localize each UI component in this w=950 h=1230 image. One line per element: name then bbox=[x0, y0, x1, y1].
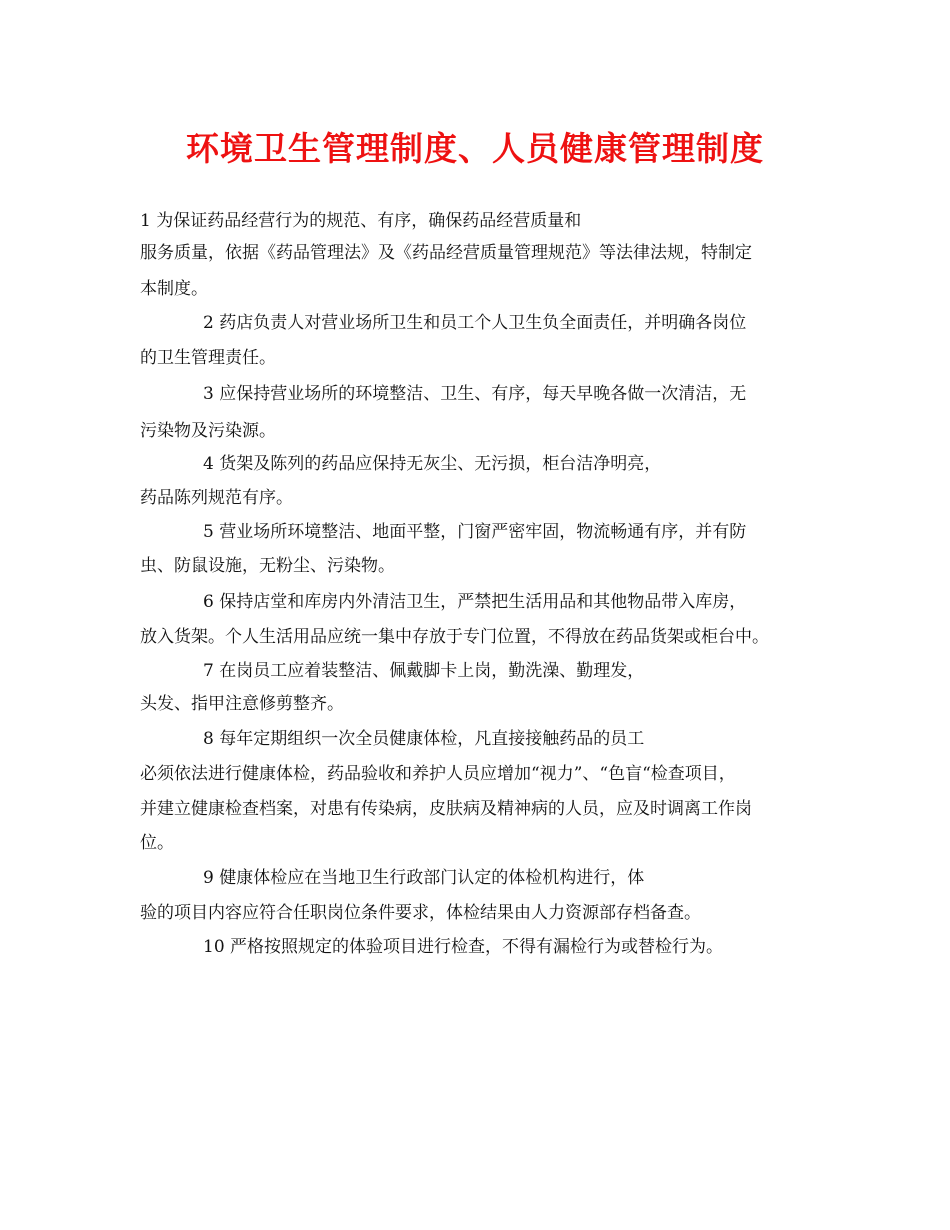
document-title: 环境卫生管理制度、人员健康管理制度 bbox=[186, 129, 764, 168]
body-line: 药品陈列规范有序。 bbox=[140, 488, 293, 508]
body-line: 并建立健康检查档案，对患有传染病，皮肤病及精神病的人员，应及时调离工作岗 bbox=[140, 799, 752, 819]
body-line: 位。 bbox=[140, 833, 174, 853]
body-line: 本制度。 bbox=[140, 279, 208, 299]
body-line: 4 货架及陈列的药品应保持无灰尘、无污损，柜台洁净明亮， bbox=[203, 454, 662, 474]
body-line: 虫、防鼠设施，无粉尘、污染物。 bbox=[140, 556, 395, 576]
body-line: 6 保持店堂和库房内外清洁卫生，严禁把生活用品和其他物品带入库房， bbox=[203, 592, 747, 612]
body-line: 8 每年定期组织一次全员健康体检，凡直接接触药品的员工 bbox=[203, 729, 645, 749]
body-line: 验的项目内容应符合任职岗位条件要求，体检结果由人力资源部存档备查。 bbox=[140, 903, 701, 923]
body-line: 5 营业场所环境整洁、地面平整，门窗严密牢固，物流畅通有序，并有防 bbox=[203, 522, 747, 542]
body-line: 2 药店负责人对营业场所卫生和员工个人卫生负全面责任，并明确各岗位 bbox=[203, 313, 747, 333]
body-line: 7 在岗员工应着装整洁、佩戴脚卡上岗，勤洗澡、勤理发， bbox=[203, 661, 645, 681]
body-line: 必须依法进行健康体检，药品验收和养护人员应增加“视力”、“色盲“检查项目， bbox=[140, 764, 736, 784]
body-line: 放入货架。个人生活用品应统一集中存放于专门位置，不得放在药品货架或柜台中。 bbox=[140, 627, 769, 647]
body-line: 9 健康体检应在当地卫生行政部门认定的体检机构进行，体 bbox=[203, 868, 645, 888]
body-line: 的卫生管理责任。 bbox=[140, 348, 276, 368]
body-line: 服务质量，依据《药品管理法》及《药品经营质量管理规范》等法律法规，特制定 bbox=[140, 243, 752, 263]
body-line: 头发、指甲注意修剪整齐。 bbox=[140, 694, 344, 714]
body-line: 3 应保持营业场所的环境整洁、卫生、有序，每天早晚各做一次清洁，无 bbox=[203, 384, 747, 404]
body-line: 10 严格按照规定的体验项目进行检查，不得有漏检行为或替检行为。 bbox=[203, 937, 724, 957]
body-line: 污染物及污染源。 bbox=[140, 421, 276, 441]
body-line: 1 为保证药品经营行为的规范、有序，确保药品经营质量和 bbox=[140, 211, 582, 231]
